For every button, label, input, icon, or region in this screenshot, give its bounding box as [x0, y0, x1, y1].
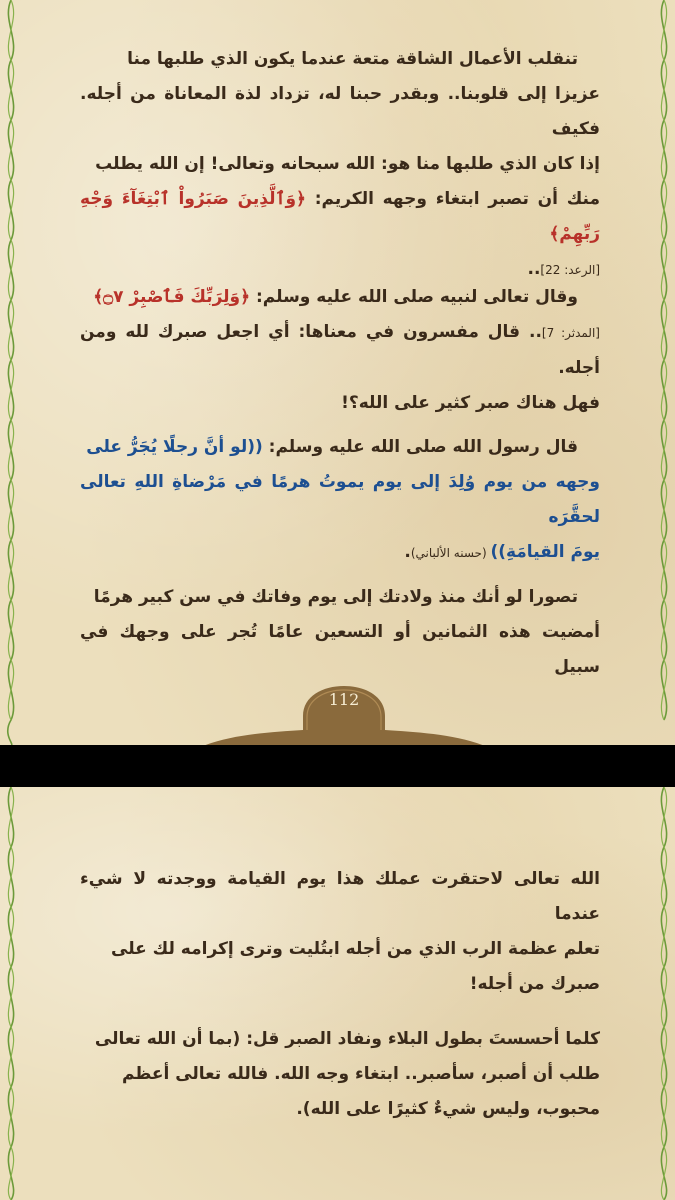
text-line: كلما أحسستَ بطول البلاء ونفاد الصبر قل: (بما أن الله تعالى: [94, 1029, 600, 1049]
book-page-bottom: [0, 787, 675, 1200]
text-line: [80, 430, 600, 465]
text-fragment: قال رسول الله صلى الله عليه وسلم:: [262, 437, 578, 457]
text-fragment: .. قال مفسرون في معناها: أي اجعل صبرك لله ومن أجله.: [80, 322, 600, 378]
text-line: تعلم عظمة الرب الذي من أجله ابتُليت وترى إكرامه لك على: [111, 939, 600, 959]
paragraph-imagine: [80, 580, 600, 685]
text-fragment: منك أن تصبر ابتغاء وجهه الكريم:: [305, 189, 600, 209]
text-fragment: .: [404, 542, 411, 562]
paragraph-hadith: [80, 430, 600, 571]
hadith-grading: (حسنه الألباني): [410, 546, 491, 560]
text-line: أمضيت هذه الثمانين أو التسعين عامًا تُجر على وجهك في سبيل: [80, 622, 600, 677]
page-number-tab-icon: [203, 686, 485, 745]
text-fragment: ..: [527, 259, 541, 279]
vine-border-icon: [653, 0, 675, 745]
text-line: [80, 315, 600, 386]
text-line: [80, 182, 600, 252]
verse-reference: [المدثر: 7]: [541, 326, 600, 340]
text-line: فهل هناك صبر كثير على الله؟!: [341, 393, 600, 413]
text-line: طلب أن أصبر، سأصبر.. ابتغاء وجه الله. فالله تعالى أعظم: [121, 1064, 600, 1084]
verse-reference: [الرعد: 22]: [540, 263, 600, 277]
paragraph-advice: [80, 1022, 600, 1127]
hadith-text: ((لو أنَّ رجلًا يُجَرُّ على: [86, 437, 263, 457]
vine-border-icon: [0, 0, 22, 745]
text-fragment: وقال تعالى لنبيه صلى الله عليه وسلم:: [250, 287, 578, 307]
quran-verse: ﴿وَٱلَّذِينَ صَبَرُواْ ٱبْتِغَآءَ وَجْهِ رَبِّهِمْ﴾: [80, 189, 600, 244]
hadith-text: يومَ القيامَةِ)): [490, 542, 600, 562]
paragraph-verse-patience: [80, 280, 600, 421]
text-line: تنقلب الأعمال الشاقة متعة عندما يكون الذي طلبها منا: [127, 49, 578, 69]
text-line: [80, 535, 600, 571]
vine-border-icon: [0, 787, 22, 1200]
hadith-text: وجهه من يوم وُلِدَ إلى يوم يموتُ هرمًا في مَرْضاةِ اللهِ تعالى لحقَّرَه: [80, 472, 600, 527]
text-line: الله تعالى لاحتقرت عملك هذا يوم القيامة ووجدته لا شيء عندما: [80, 869, 600, 924]
text-line: صبرك من أجله!: [469, 974, 600, 994]
paragraph-continuation: [80, 862, 600, 1002]
vine-border-icon: [653, 787, 675, 1200]
page-number: 112: [328, 690, 360, 709]
text-line: [80, 280, 600, 315]
text-line: محبوب، وليس شيءٌ كثيرًا على الله).: [296, 1099, 600, 1119]
text-line: إذا كان الذي طلبها منا هو: الله سبحانه وتعالى! إن الله يطلب: [95, 154, 600, 174]
text-line: عزيزا إلى قلوبنا.. وبقدر حبنا له، تزداد لذة المعاناة من أجله. فكيف: [80, 84, 600, 139]
paragraph-intro: [80, 42, 600, 288]
page-divider: [0, 745, 675, 787]
text-line: تصورا لو أنك منذ ولادتك إلى يوم وفاتك في سن كبير هرمًا: [93, 587, 578, 607]
quran-verse: ﴿وَلِرَبِّكَ فَٱصْبِرْ ۝٧﴾: [93, 287, 251, 307]
